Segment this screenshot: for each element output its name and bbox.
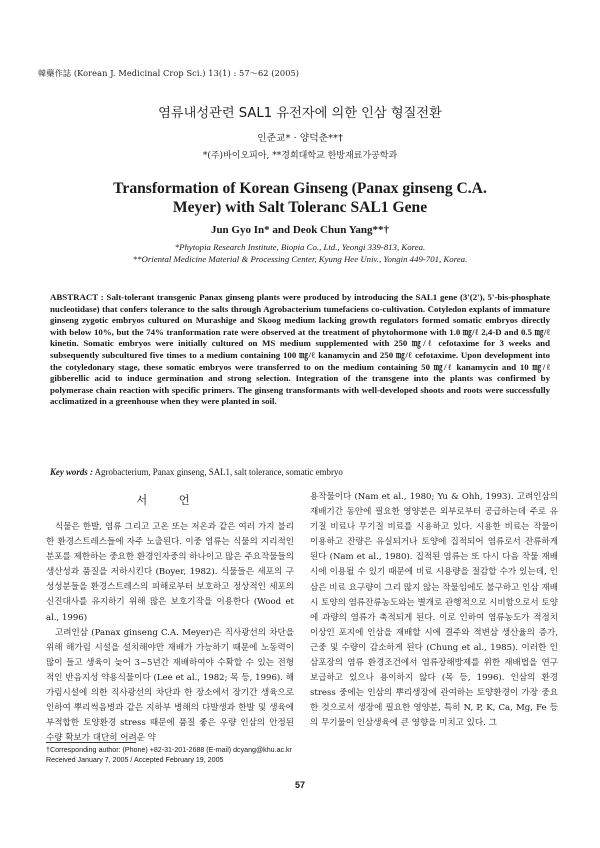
abstract-text: Salt-tolerant transgenic Panax ginseng plants were produced by introducing the SAL1 gene (3'(2'), 5'-bis-phosphate nucleotidase) that confers tolerance to the salts through Agrobacterium tumefaciens co-cultivation. Cotyledon explants of immature ginseng zygotic embryos cultured on Murashige and Skoog medium lacking growth regulators formed somatic embryos directly with below 10%, but the 74% tranformation rate were observed at the treatment of phytohormone with 1.0 ㎎/ℓ 2,4-D and 0.5 ㎎/ℓ kinetin. Somatic embryos were initially cultured on MS medium supplemented with 250 ㎎/ℓ cefotaxime for 3 weeks and subsequently subcultured five times to a medium containing 100 ㎎/ℓ kanamycin and 250 ㎎/ℓ cefotaxime. Upon development into the cotyledonary stage, these somatic embryos were transferred to on the medium containing 50 ㎎/ℓ kanamycin and 10 ㎎/ℓ gibberellic acid to induce germination and strong selection. Integration of the transgene into the plants was confirmed by polymerase chain reaction with specific primers. The ginseng transformants with well-developed shoots and roots were successfully acclimatized in a greenhouse when they were planted in soil. <box>50 292 550 407</box>
footnote-divider <box>46 742 136 743</box>
english-affiliation-1: *Phytopia Research Institute, Biopia Co., Ltd., Yeongi 339-813, Korea. <box>174 242 426 252</box>
right-column <box>310 490 558 732</box>
keywords-text: Agrobacterium, Panax ginseng, SAL1, salt tolerance, somatic embryo <box>94 467 343 477</box>
intro-paragraph-2: 고려인삼 (Panax ginseng C.A. Meyer)은 직사광선의 차단을 위해 해가림 시설을 설치해야만 재배가 가능하기 때문에 노동력이 많이 들고 생육이 늦어 3~5년간 재배하여야 수확할 수 있는 전형적인 반음지성 약용식물이다 (Lee et al., 1982; 목 등, 1996). 해가림시설에 의한 직사광선의 차단과 한 장소에서 장기간 생육으로 인하여 뿌리썩음병과 같은 지하부 병해의 다발생과 한발 및 생육에 부적합한 토양환경 stress 때문에 품질 좋은 우량 인삼의 안정된 수량 확보가 대단히 어려운 약 <box>46 627 294 744</box>
english-authors: Jun Gyo In* and Deok Chun Yang**† <box>210 224 390 236</box>
english-title: Transformation of Korean Ginseng (Panax ginseng C.A. Meyer) with Salt Toleranc SAL1 Gene <box>113 180 487 216</box>
korean-title-text: 염류내성관련 SAL1 유전자에 의한 인삼 형질전환 <box>158 106 442 121</box>
footnote <box>46 745 292 765</box>
korean-authors: 인준교* · 양덕춘**† <box>257 133 343 144</box>
journal-citation: 韓藥作誌 (Korean J. Medicinal Crop Sci.) 13(1) : 57～62 (2005) <box>38 68 300 78</box>
section-heading-introduction: 서 언 <box>136 494 204 507</box>
abstract <box>50 292 550 408</box>
keywords-label: Key words : <box>50 467 93 477</box>
abstract-label: ABSTRACT : <box>50 292 104 302</box>
intro-paragraph-3: 용작물이다 (Nam et al., 1980; Yu & Ohh, 1993). 고려인삼의 재배기간 동안에 필요한 영양분은 외부로부터 공급하는데 주로 유기질 비료나 무기질 비료를 시용하고 있다. 시용한 비료는 작물이 이용하고 잔량은 유실되거나 토양에 집적되어 염류로서 잔류하게 된다 (Nam et al., 1980). 집적된 염류는 또 다시 다음 작물 재배시에 이용될 수 있기 때문에 비료 시용량을 절감할 수가 있는데, 인삼은 비료 요구량이 그리 많지 않는 작물임에도 불구하고 인삼 재배시 토양의 염류잔류농도와는 별개로 관행적으로 시비함으로서 토양에 과량의 염류가 축적되게 된다. 이로 인하여 염류농도가 적정치 이상인 포지에 인삼을 재배할 시에 결주와 적변삼 생산율의 증가, 근중 및 수량이 감소하게 된다 (Chung et al., 1985). 이러한 인삼포장의 염류 환경조건에서 염류장해방제를 위한 재배법을 연구 보급하고 있으나 용이하지 않다 (목 등, 1996). 인삼의 환경 stress 중에는 인삼의 뿌리생장에 관여하는 토양환경이 가장 중요한 것으로서 생장에 필요한 영양분, 특히 N, P, K, Ca, Mg, Fe 등의 무기물이 인삼생육에 큰 영향을 미치고 있다. 그 <box>310 492 558 729</box>
received-accepted-dates: Received January 7, 2005 / Accepted February 19, 2005 <box>46 756 224 764</box>
left-column <box>46 520 294 746</box>
corresponding-author: †Corresponding author: (Phone) +82-31-201-2688 (E-mail) dcyang@khu.ac.kr <box>46 746 292 754</box>
korean-affiliation: *(주)바이오피아, **경희대학교 한방재료가공학과 <box>202 151 398 161</box>
english-affiliation-2: **Oriental Medicine Material & Processing Center, Kyung Hee Univ., Yongin 449-701, Korea. <box>132 254 468 264</box>
keywords <box>50 467 550 477</box>
page-number: 57 <box>294 780 305 790</box>
intro-paragraph-1: 식물은 한발, 염류 그리고 고온 또는 저온과 같은 여러 가지 불리한 환경스트레스들에 자주 노출된다. 이중 염류는 식물의 지리적인 분포를 제한하는 중요한 환경인자중의 하나이고 많은 주요작물들의 생산성과 품질을 저하시킨다 (Boyer, 1982). 식물들은 세포의 구성성분들을 환경스트레스의 피해로부터 보호하고 정상적인 세포의 신진대사를 유지하기 위해 많은 보호기작을 이용한다 (Wood et al., 1996) <box>46 522 294 623</box>
korean-title <box>0 102 600 121</box>
